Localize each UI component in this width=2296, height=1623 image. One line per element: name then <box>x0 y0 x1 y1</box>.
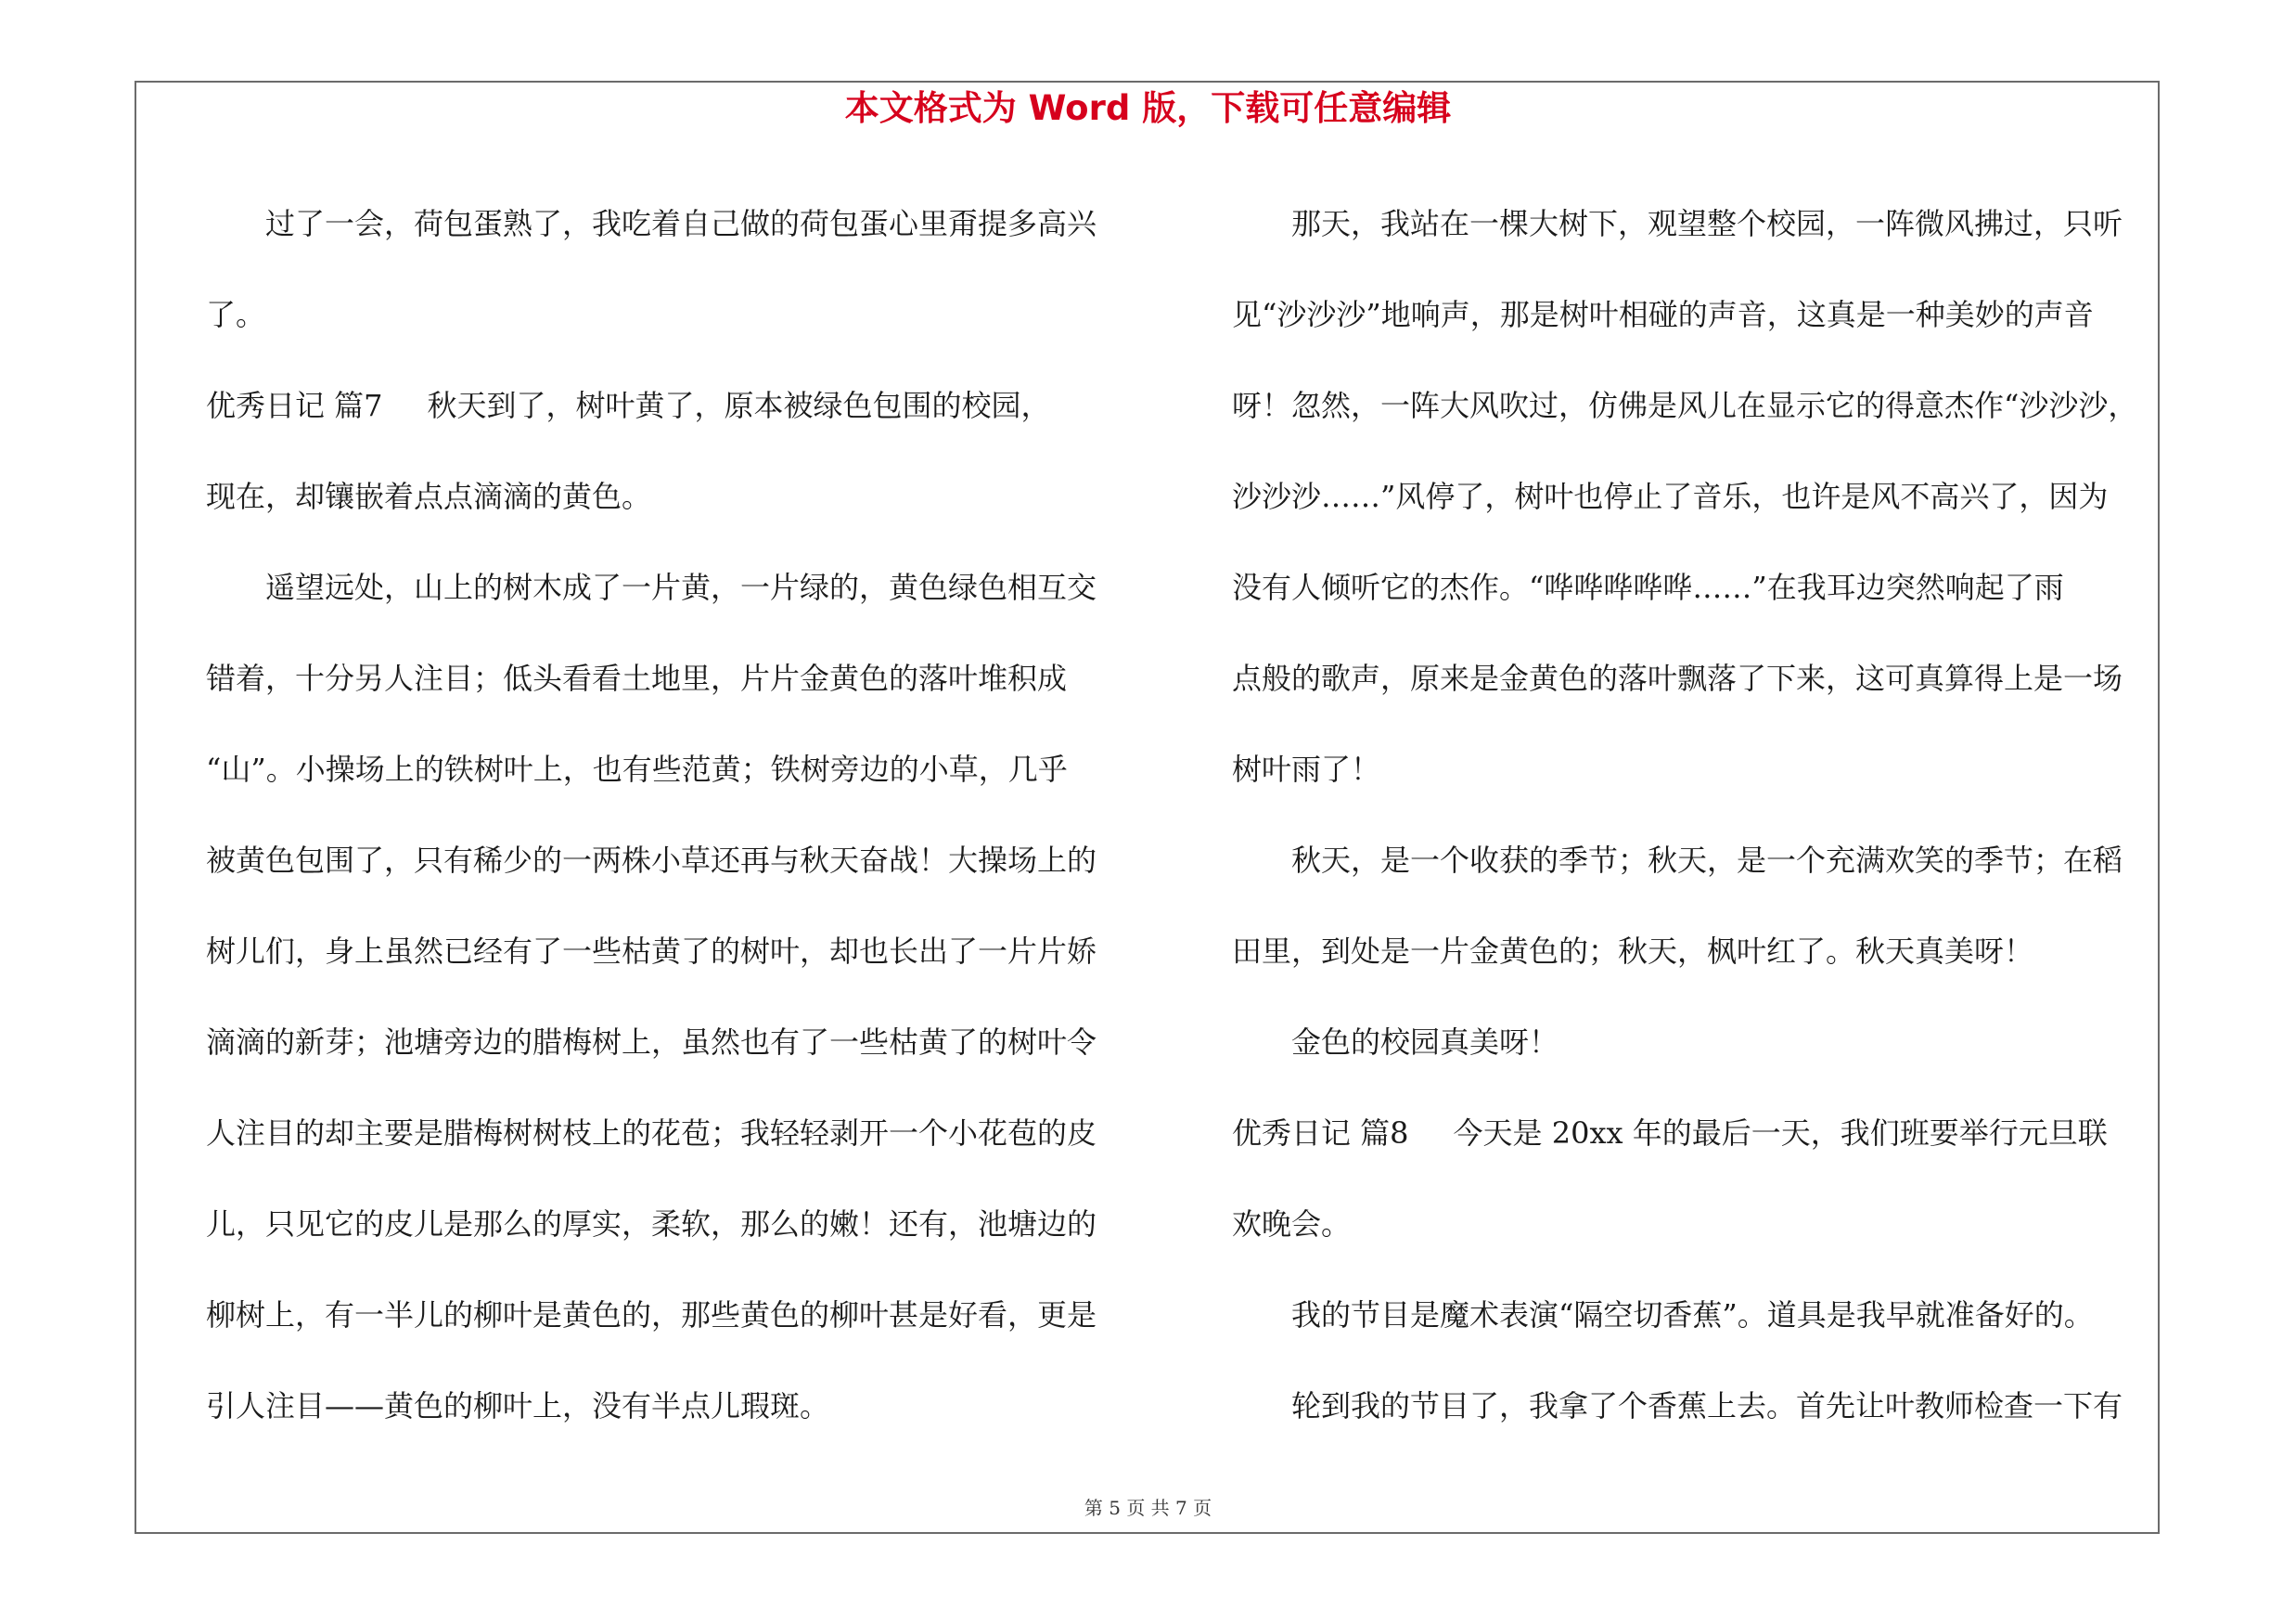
line-text: 点般的歌声，原来是金黄色的落叶飘落了下来，这可真算得上是一场 <box>1232 661 2123 696</box>
text-line <box>1232 360 2150 451</box>
text-line <box>206 1179 1124 1269</box>
line-text: 那天，我站在一棵大树下，观望整个校园，一阵微风拂过，只听 <box>1291 206 2123 241</box>
line-text: 儿，只见它的皮儿是那么的厚实，柔软，那么的嫩！还有，池塘边的 <box>206 1206 1097 1242</box>
right-column <box>1232 178 2150 1451</box>
line-text: 柳树上，有一半儿的柳叶是黄色的，那些黄色的柳叶甚是好看，更是 <box>206 1297 1097 1333</box>
text-line <box>1232 178 2150 269</box>
text-line <box>206 724 1124 815</box>
line-text: 被黄色包围了，只有稀少的一两株小草还再与秋天奋战！大操场上的 <box>206 843 1097 878</box>
text-line <box>206 451 1124 542</box>
line-text: 错着，十分另人注目；低头看看土地里，片片金黄色的落叶堆积成 <box>206 661 1068 696</box>
text-line <box>206 542 1124 633</box>
line-text: 滴滴的新芽；池塘旁边的腊梅树上，虽然也有了一些枯黄了的树叶令 <box>206 1024 1097 1060</box>
line-text: 秋天到了，树叶黄了，原本被绿色包围的校园， <box>427 388 1051 423</box>
text-line <box>1232 542 2150 633</box>
line-text: 人注目的却主要是腊梅树树枝上的花苞；我轻轻剥开一个小花苞的皮 <box>206 1115 1097 1151</box>
line-text: 我的节目是魔术表演“隔空切香蕉”。道具是我早就准备好的。 <box>1291 1297 2094 1333</box>
text-line <box>1232 815 2150 906</box>
line-text: 遥望远处，山上的树木成了一片黄，一片绿的，黄色绿色相互交 <box>265 570 1097 605</box>
line-text: 今天是 20xx 年的最后一天，我们班要举行元旦联 <box>1453 1115 2108 1151</box>
text-line <box>1232 1360 2150 1451</box>
line-text: 过了一会，荷包蛋熟了，我吃着自己做的荷包蛋心里甭提多高兴 <box>265 206 1097 241</box>
text-line <box>1232 906 2150 997</box>
page-number-footer: 第 5 页 共 7 页 <box>1084 1497 1212 1519</box>
line-text: 树儿们，身上虽然已经有了一些枯黄了的树叶，却也长出了一片片娇 <box>206 934 1097 969</box>
line-text: 呀！忽然，一阵大风吹过，仿佛是风儿在显示它的得意杰作“沙沙沙， <box>1232 388 2138 423</box>
text-line <box>1232 724 2150 815</box>
line-text: 轮到我的节目了，我拿了个香蕉上去。首先让叶教师检查一下有 <box>1291 1388 2123 1423</box>
entry-heading: 优秀日记 篇7 <box>206 388 383 423</box>
line-text: 引人注目——黄色的柳叶上，没有半点儿瑕斑。 <box>206 1388 830 1423</box>
format-notice-banner: 本文格式为 Word 版，下载可任意编辑 <box>844 88 1452 128</box>
line-text: 欢晚会。 <box>1232 1206 1352 1242</box>
text-line <box>206 815 1124 906</box>
text-line <box>1232 1179 2150 1269</box>
line-text: 没有人倾听它的杰作。“哗哗哗哗哗……”在我耳边突然响起了雨 <box>1232 570 2064 605</box>
line-text: 树叶雨了！ <box>1232 752 1381 787</box>
text-line <box>206 360 1124 451</box>
text-line <box>206 906 1124 997</box>
line-text: “山”。小操场上的铁树叶上，也有些范黄；铁树旁边的小草，几乎 <box>206 752 1068 787</box>
text-line <box>206 1360 1124 1451</box>
text-line <box>1232 1088 2150 1179</box>
text-line <box>206 269 1124 360</box>
left-column <box>206 178 1124 1451</box>
text-line <box>206 1269 1124 1360</box>
line-text: 见“沙沙沙”地响声，那是树叶相碰的声音，这真是一种美妙的声音 <box>1232 297 2094 332</box>
text-line <box>206 997 1124 1088</box>
text-line <box>1232 269 2150 360</box>
text-line <box>1232 1269 2150 1360</box>
line-text: 金色的校园真美呀！ <box>1291 1024 1559 1060</box>
entry-heading: 优秀日记 篇8 <box>1232 1115 1409 1151</box>
line-text: 现在，却镶嵌着点点滴滴的黄色。 <box>206 479 652 514</box>
text-line <box>206 1088 1124 1179</box>
line-text: 秋天，是一个收获的季节；秋天，是一个充满欢笑的季节；在稻 <box>1291 843 2123 878</box>
text-line <box>1232 997 2150 1088</box>
line-text: 了。 <box>206 297 266 332</box>
text-line <box>206 178 1124 269</box>
line-text: 沙沙沙……”风停了，树叶也停止了音乐，也许是风不高兴了，因为 <box>1232 479 2109 514</box>
text-line <box>1232 451 2150 542</box>
line-text: 田里，到处是一片金黄色的；秋天，枫叶红了。秋天真美呀！ <box>1232 934 2034 969</box>
text-line <box>206 633 1124 724</box>
text-line <box>1232 633 2150 724</box>
